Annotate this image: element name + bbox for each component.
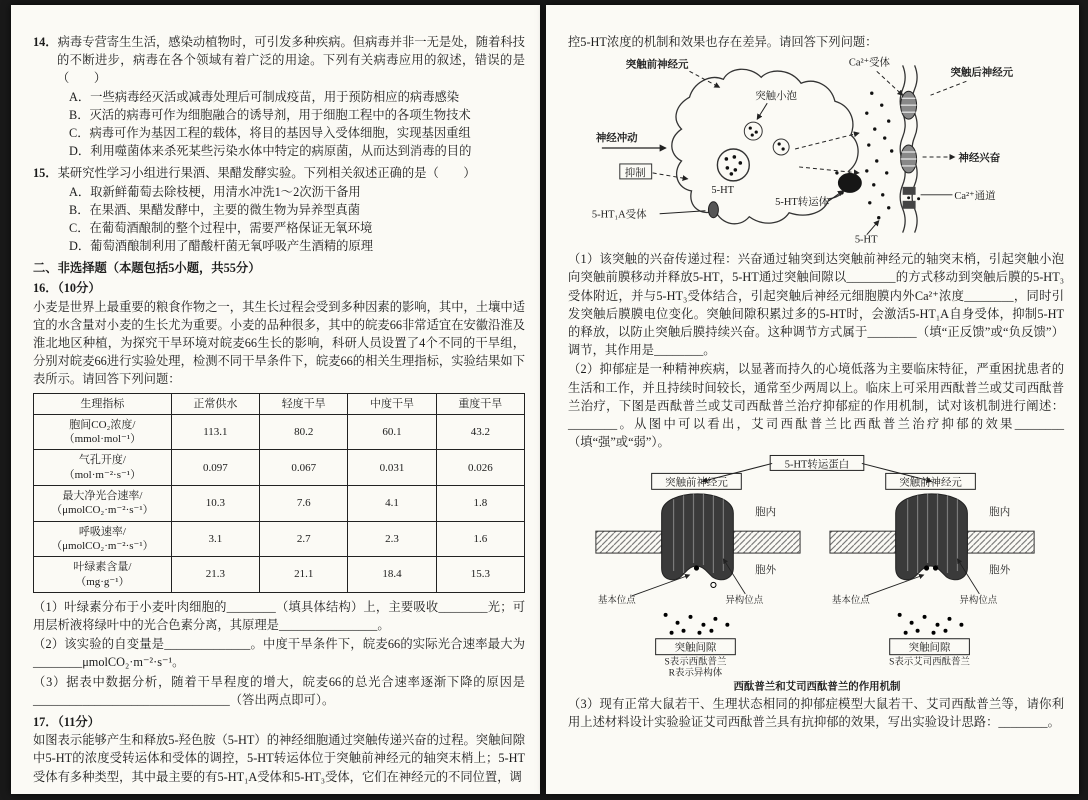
synapse-figure	[568, 53, 1064, 248]
synapse-diagram	[568, 53, 1066, 248]
caption-right: S表示艾司西酞普兰	[889, 657, 970, 668]
inhibit-label: 抑制	[624, 168, 646, 180]
col-header: 正常供水	[171, 393, 259, 414]
col-header: 轻度干旱	[260, 393, 348, 414]
row-label: 胞间CO₂浓度/ （mmol·mol⁻¹）	[34, 414, 172, 450]
cell: 113.1	[171, 414, 259, 450]
released-molecules	[898, 613, 964, 635]
question-14-stem	[33, 33, 525, 88]
transporter-label: 5-HT转运体	[775, 196, 830, 208]
table-row	[34, 521, 525, 557]
ca-receptor-label: Ca²⁺受体	[848, 57, 890, 69]
question-17	[33, 713, 525, 786]
table-row	[34, 450, 525, 486]
question-17-intro: 如图表示能够产生和释放5-羟色胺（5-HT）的神经细胞通过突触传递兴奋的过程。突触间隙中5-HT的浓度受转运体和受体的调控，5-HT转运体位于突触前神经元的轴突末梢上；5-HT受体有多种类型，其中最主要的有5-HT₁A受体和5-HT₃受体，它们在神经元的不同位置，调	[33, 733, 525, 784]
question-17-header: 17．（11分）	[33, 714, 100, 729]
question-text: 某研究性学习小组进行果酒、果醋发酵实验。下列相关叙述正确的是（ ）	[57, 166, 476, 181]
cell: 0.067	[260, 450, 348, 486]
bound-s-molecule	[694, 566, 699, 571]
question-14-option-a: A．一些病毒经灭活或减毒处理后可制成疫苗，用于预防相应的病毒感染	[69, 89, 460, 104]
postsynaptic-receptors	[901, 91, 917, 173]
citalopram-panel	[596, 474, 800, 655]
five-ht-bottom-label: 5-HT	[854, 234, 878, 246]
basic-site-label: 基本位点	[831, 596, 870, 607]
ht1a-receptor-label: 5-HT₁A受体	[591, 209, 647, 221]
five-ht-molecules	[835, 92, 893, 220]
nerve-excite-label: 神经兴奋	[958, 153, 1001, 165]
right-page	[546, 5, 1079, 794]
question-15-stem	[33, 164, 525, 182]
transporter-protein-shape	[896, 494, 968, 580]
cell: 43.2	[436, 414, 524, 450]
question-16	[33, 279, 525, 709]
left-page-content	[11, 5, 540, 798]
ca-channel-label: Ca²⁺通道	[954, 190, 996, 202]
presynaptic-neuron-label: 突触前神经元	[625, 59, 689, 71]
transport-protein-label: 5-HT转运蛋白	[784, 459, 850, 471]
question-15-option-c: C．在葡萄酒酿制的整个过程中，需要严格保证无氧环境	[69, 220, 373, 235]
nerve-impulse-label: 神经冲动	[595, 133, 638, 145]
bound-s-molecule	[933, 566, 938, 571]
synaptic-vesicles	[717, 122, 789, 181]
cell: 2.7	[260, 521, 348, 557]
table-header-row	[34, 393, 525, 414]
released-molecules	[664, 613, 730, 635]
question-16-intro: 小麦是世界上最重要的粮食作物之一，其生长过程会受到多种因素的影响，其中，土壤中适宜的水含量对小麦的生长尤为重要。小麦的品种很多，其中的皖麦66非常适宜在安徽沿淮及淮北地区种植，为探究干旱环境对皖麦66生长的影响，科研人员设置了4个不同的干旱组，分别对皖麦66进行实验处理，检测不同干旱条件下，皖麦66的相关生理指标，实验结果如下表所示。请回答下列问题：	[33, 299, 525, 387]
question-number: 14．	[33, 35, 58, 49]
cell: 2.3	[348, 521, 436, 557]
r-molecule	[711, 583, 716, 588]
bound-s-molecule	[924, 566, 929, 571]
ht1a-receptor-shape	[708, 202, 718, 218]
cell: 60.1	[348, 414, 436, 450]
question-16-sub-3: （3）据表中数据分析，随着干旱程度的增大，皖麦66的总光合速率逐渐下降的原因是________________________________（答出两点即可）。	[33, 674, 525, 707]
cell: 1.6	[436, 521, 524, 557]
question-14	[33, 33, 525, 160]
row-label: 叶绿素含量/ （mg·g⁻¹）	[34, 557, 172, 593]
row-label: 气孔开度/ （mol·m⁻²·s⁻¹）	[34, 450, 172, 486]
question-14-option-b: B．灭活的病毒可作为细胞融合的诱导剂，用于细胞工程中的各项生物技术	[69, 107, 471, 122]
question-15-option-b: B．在果酒、果醋发酵中，主要的微生物为异养型真菌	[69, 202, 361, 217]
basic-site-label: 基本位点	[597, 596, 636, 607]
intracellular-label: 胞内	[755, 507, 777, 519]
row-label: 呼吸速率/ （μmolCO₂·m⁻²·s⁻¹）	[34, 521, 172, 557]
caption-left-line1: S表示西酞普兰	[664, 657, 727, 668]
row-label: 最大净光合速率/ （μmolCO₂·m⁻²·s⁻¹）	[34, 486, 172, 522]
figure-title: 西酞普兰和艾司西酞普兰的作用机制	[733, 681, 901, 693]
escitalopram-panel	[830, 474, 1034, 655]
section-2-header: 二、非选择题（本题包括5小题，共55分）	[33, 261, 261, 276]
cell: 15.3	[436, 557, 524, 593]
calcium-channel-shape	[903, 187, 920, 209]
cell: 0.031	[348, 450, 436, 486]
right-page-content	[546, 5, 1079, 740]
question-17-sub-2: （2）抑郁症是一种精神疾病，以显著而持久的心境低落为主要临床特征，严重困扰患者的生活和工作，并且持续时间较长，通常至少两周以上。临床上可采用西酞普兰或艾司西酞普兰治疗，下图是西酞普兰或艾司西酞普兰治疗抑郁症的作用机制，试对该机制进行阐述：________。从图中可以看出，艾司西酞普兰比西酞普兰治疗抑郁的效果________（填“强”或“弱”）。	[568, 362, 1064, 450]
synaptic-cleft-label: 突触间隙	[674, 642, 717, 654]
allosteric-site-label: 异构位点	[959, 596, 998, 607]
cell: 7.6	[260, 486, 348, 522]
question-16-header: 16．（10分）	[33, 281, 101, 296]
serotonin-transporter-shape	[838, 173, 862, 193]
intracellular-label: 胞内	[989, 507, 1011, 519]
cell: 18.4	[348, 557, 436, 593]
membrane	[967, 531, 1034, 553]
question-15	[33, 164, 525, 255]
question-14-option-d: D．利用噬菌体来杀死某些污染水体中特定的病原菌，从而达到消毒的目的	[69, 144, 472, 159]
table-row	[34, 414, 525, 450]
cell: 10.3	[171, 486, 259, 522]
five-ht-label: 5-HT	[711, 185, 735, 197]
question-17-sub-1: （1）该突触的兴奋传递过程：兴奋通过轴突到达突触前神经元的轴突末梢，引起突触小泡向突触前膜移动并释放5-HT，5-HT通过突触间隙以________的方式移动到突触后膜的5-HT₃受体附近，并与5-HT₃受体结合，引起突触后神经元细胞膜内外Ca²⁺浓度________，同时引发突触后膜膜电位变化。突触间隙积累过多的5-HT时，会激活5-HT₁A自身受体，抑制5-HT的释放，以防止突触后膜持续兴奋。这种调节方式属于________（填“正反馈”或“负反馈”）调节，其作用是________。	[568, 252, 1064, 358]
cell: 21.1	[260, 557, 348, 593]
caption-left-line2: R表示异构体	[668, 668, 723, 679]
col-header: 中度干旱	[348, 393, 436, 414]
membrane	[596, 531, 662, 553]
col-header: 重度干旱	[436, 393, 524, 414]
cell: 21.3	[171, 557, 259, 593]
question-14-option-c: C．病毒可作为基因工程的载体，将目的基因导入受体细胞，实现基因重组	[69, 125, 471, 140]
table-row	[34, 486, 525, 522]
cell: 4.1	[348, 486, 436, 522]
mechanism-diagram	[568, 453, 1066, 693]
question-16-sub-2: （2）该实验的自变量是______________。中度干旱条件下，皖麦66的实际光合速率最大为________μmolCO₂·m⁻²·s⁻¹。	[33, 637, 525, 670]
question-text: 病毒专营寄生生活，感染动植物时，可引发多种疾病。但病毒并非一无是处，随着科技的不断进步，病毒在各个领域有着广泛的用途。下列有关病毒应用的叙述，错误的是（ ）	[57, 35, 525, 86]
cell: 0.097	[171, 450, 259, 486]
question-15-option-d: D．葡萄酒酿制利用了醋酸杆菌无氧呼吸产生酒精的原理	[69, 239, 374, 254]
question-16-sub-1: （1）叶绿素分布于小麦叶肉细胞的________（填具体结构）上，主要吸收________光；可用层析液将绿叶中的光合色素分离，其原理是________________。	[33, 599, 525, 633]
postsynaptic-neuron-label: 突触后神经元	[950, 67, 1014, 79]
cell: 1.8	[436, 486, 524, 522]
synaptic-cleft-label: 突触间隙	[908, 642, 951, 654]
allosteric-site-label: 异构位点	[725, 596, 764, 607]
col-header: 生理指标	[34, 393, 172, 414]
presynaptic-neuron-label: 突触前神经元	[665, 477, 728, 489]
mechanism-figure	[568, 453, 1064, 693]
question-15-option-a: A．取新鲜葡萄去除枝梗，用清水冲洗1～2次沥干备用	[69, 184, 361, 199]
cell: 0.026	[436, 450, 524, 486]
membrane	[733, 531, 800, 553]
question-number: 15．	[33, 166, 58, 181]
question-17-continuation: 控5-HT浓度的机制和效果也存在差异。请回答下列问题：	[568, 35, 878, 49]
left-page	[11, 5, 540, 794]
vesicle-label: 突触小泡	[755, 91, 797, 103]
extracellular-label: 胞外	[755, 565, 777, 577]
question-17-sub-3: （3）现有正常大鼠若干、生理状态相同的抑郁症模型大鼠若干、艾司西酞普兰等，请你利用上述材料设计实验验证艾司西酞普兰具有抗抑郁的效果，写出实验设计思路：________。	[568, 697, 1064, 730]
extracellular-label: 胞外	[989, 565, 1011, 577]
table-row	[34, 557, 525, 593]
cell: 3.1	[171, 521, 259, 557]
presynaptic-neuron-label: 突触前神经元	[899, 477, 962, 489]
q16-data-table	[33, 393, 525, 593]
cell: 80.2	[260, 414, 348, 450]
membrane	[830, 531, 896, 553]
